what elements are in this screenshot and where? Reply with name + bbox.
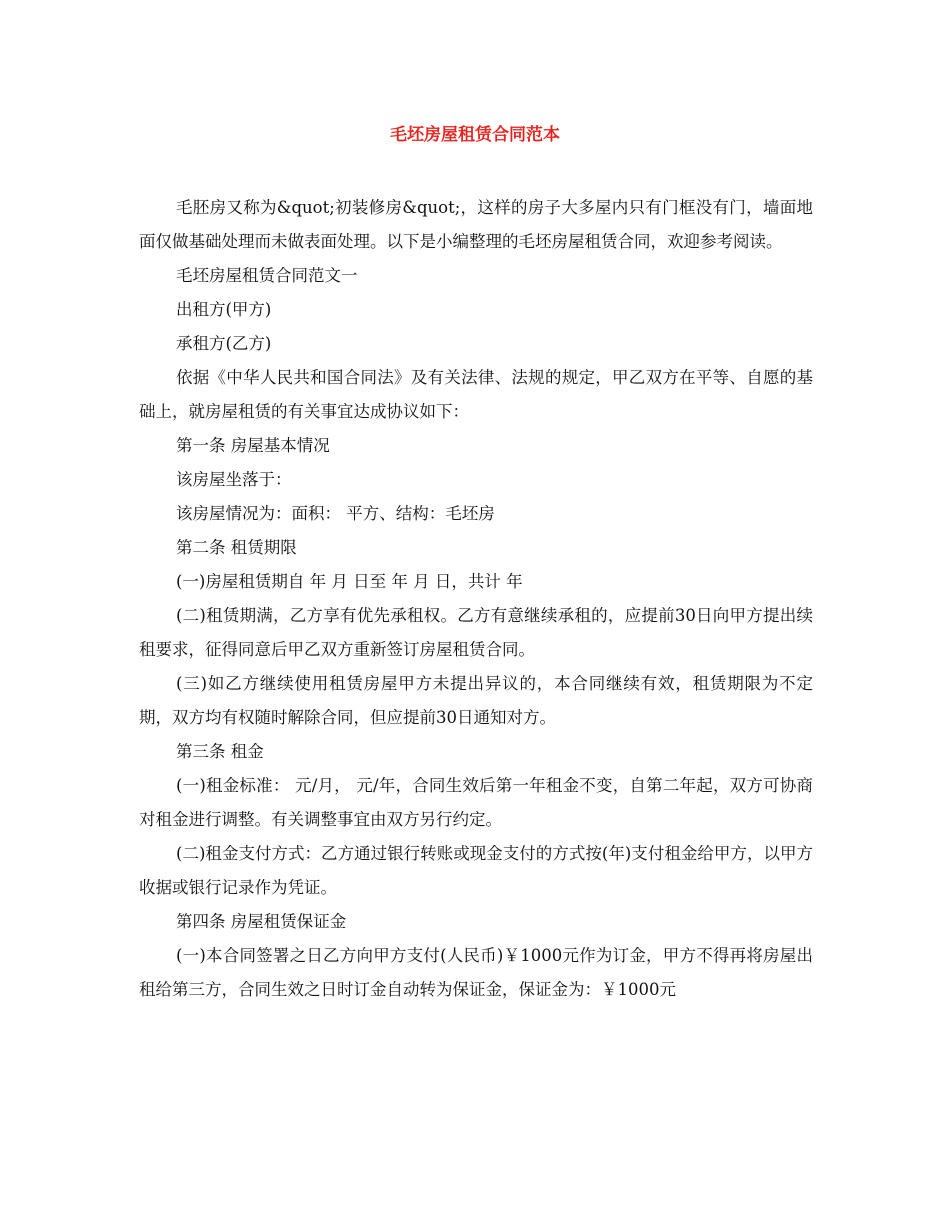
paragraph-basis: 依据《中华人民共和国合同法》及有关法律、法规的规定，甲乙双方在平等、自愿的基础上，就房屋租赁的有关事宜达成协议如下： [139, 368, 813, 421]
article-3-heading: 第三条 租金 [176, 742, 264, 761]
article-4-heading: 第四条 房屋租赁保证金 [176, 912, 347, 931]
paragraph-lessor: 出租方(甲方) [176, 300, 272, 319]
article-1-heading: 第一条 房屋基本情况 [176, 436, 330, 455]
article-2-heading: 第二条 租赁期限 [176, 538, 297, 557]
paragraph-rent-2: (二)租金支付方式：乙方通过银行转账或现金支付的方式按(年)支付租金给甲方，以甲方收据或银行记录作为凭证。 [139, 844, 813, 897]
paragraph-deposit-1: (一)本合同签署之日乙方向甲方支付(人民币)￥1000元作为订金，甲方不得再将房屋出租给第三方，合同生效之日时订金自动转为保证金，保证金为：￥1000元 [139, 946, 813, 999]
document-title: 毛坯房屋租赁合同范本 [390, 125, 560, 145]
paragraph-term-3: (三)如乙方继续使用租赁房屋甲方未提出异议的，本合同继续有效，租赁期限为不定期，双方均有权随时解除合同，但应提前30日通知对方。 [139, 674, 813, 727]
paragraph-term-2: (二)租赁期满，乙方享有优先承租权。乙方有意继续承租的，应提前30日向甲方提出续租要求，征得同意后甲乙双方重新签订房屋租赁合同。 [139, 606, 813, 659]
paragraph-intro: 毛胚房又称为&quot;初装修房&quot;，这样的房子大多屋内只有门框没有门，墙面地面仅做基础处理而未做表面处理。以下是小编整理的毛坯房屋租赁合同，欢迎参考阅读。 [139, 198, 813, 251]
paragraph-condition: 该房屋情况为：面积： 平方、结构：毛坯房 [176, 504, 495, 523]
paragraph-location: 该房屋坐落于： [176, 470, 292, 489]
paragraph-lessee: 承租方(乙方) [176, 334, 272, 353]
paragraph-term-1: (一)房屋租赁期自 年 月 日至 年 月 日，共计 年 [176, 572, 523, 591]
paragraph-rent-1: (一)租金标准： 元/月， 元/年，合同生效后第一年租金不变，自第二年起，双方可协商对租金进行调整。有关调整事宜由双方另行约定。 [139, 776, 813, 829]
document-body [139, 191, 813, 1007]
paragraph-sample-heading: 毛坯房屋租赁合同范文一 [176, 266, 358, 285]
